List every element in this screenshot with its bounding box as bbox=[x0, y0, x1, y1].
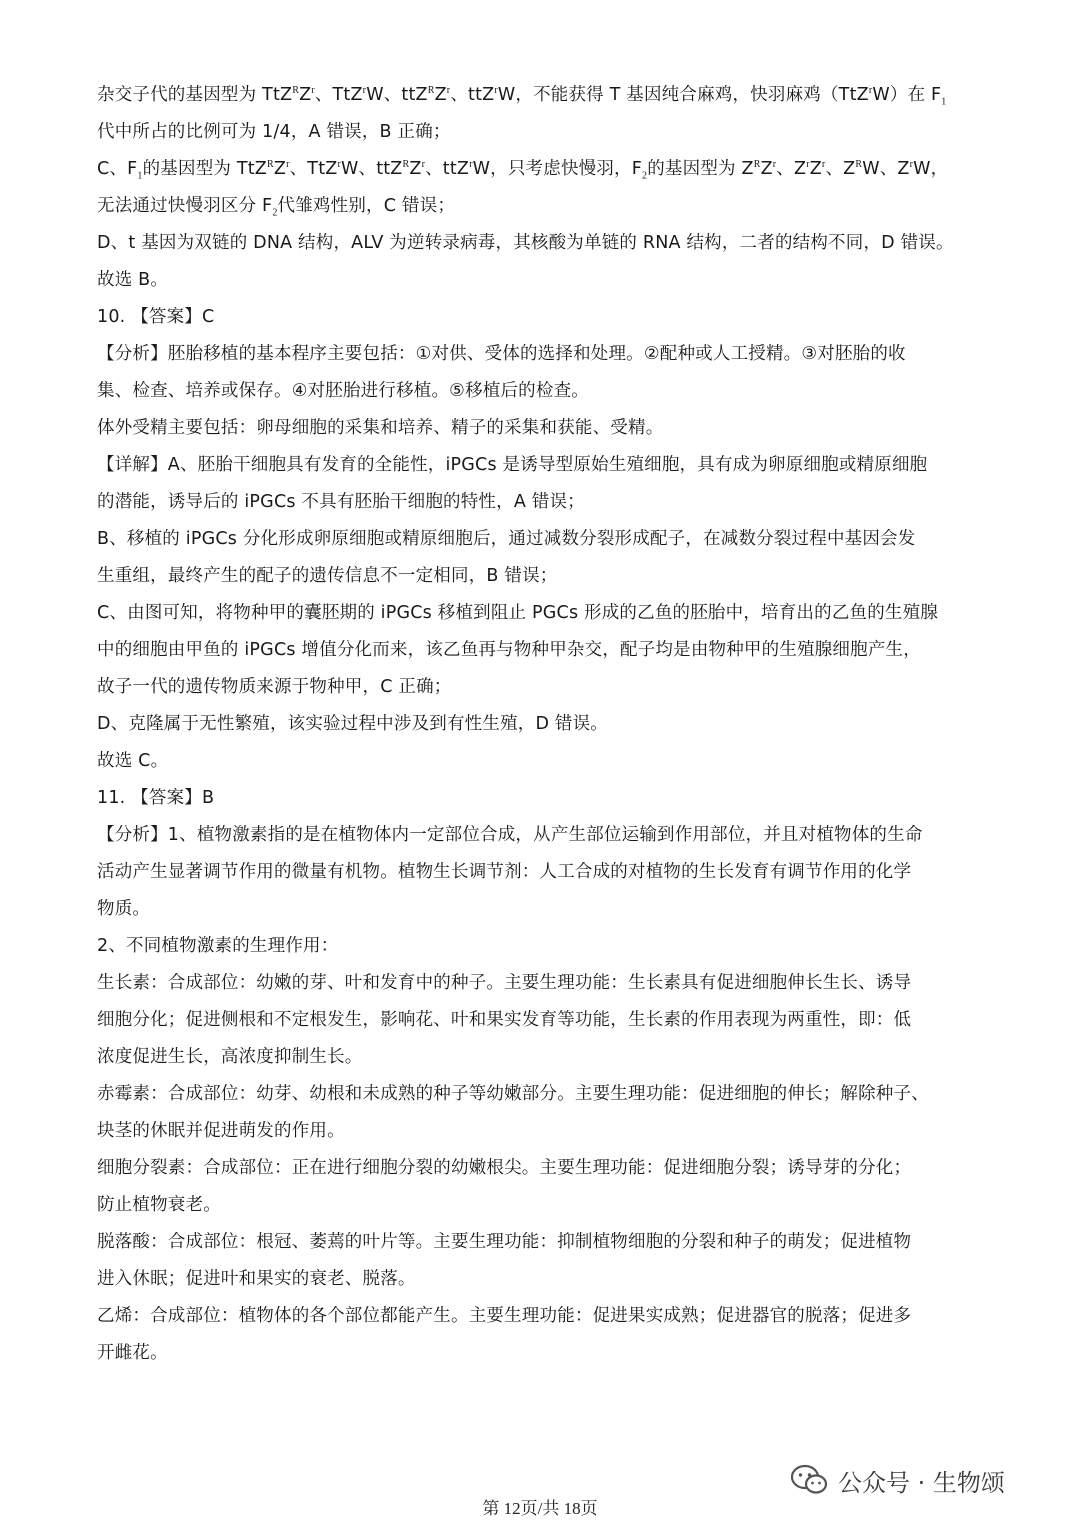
text-line: 细胞分裂素：合成部位：正在进行细胞分裂的幼嫩根尖。主要生理功能：促进细胞分裂；诱导芽的分化； bbox=[97, 1158, 912, 1178]
document-body bbox=[97, 77, 997, 1372]
text-line: 脱落酸：合成部位：根冠、萎蔫的叶片等。主要生理功能：抑制植物细胞的分裂和种子的萌发；促进植物 bbox=[97, 1232, 912, 1252]
text-line: 无法通过快慢羽区分 $F_2$代雏鸡性别，C 错误； bbox=[97, 196, 456, 219]
text-line: 开雌花。 bbox=[97, 1343, 168, 1363]
text-line: 体外受精主要包括：卵母细胞的采集和培养、精子的采集和获能、受精。 bbox=[97, 418, 664, 438]
text-line: 活动产生显著调节作用的微量有机物。植物生长调节剂：人工合成的对植物的生长发育有调节作用的化学 bbox=[97, 862, 912, 882]
text-line: C、$F_1$的基因型为 $TtZ^RZ^r$、TtZ$^r$W、$ttZ^RZ^r$、ttZ$^r$W，只考虑快慢羽，$F_2$的基因型为 $Z^RZ^r$、$Z^rZ^r$、$Z^RW$、$Z^rW$， bbox=[97, 159, 949, 182]
text-line: D、克隆属于无性繁殖，该实验过程中涉及到有性生殖，D 错误。 bbox=[97, 714, 609, 734]
text-line: 故选 B。 bbox=[97, 270, 169, 290]
text-line: 赤霉素：合成部位：幼芽、幼根和未成熟的种子等幼嫩部分。主要生理功能：促进细胞的伸长；解除种子、 bbox=[97, 1084, 929, 1104]
text-line: B、移植的 iPGCs 分化形成卵原细胞或精原细胞后，通过减数分裂形成配子，在减数分裂过程中基因会发 bbox=[97, 529, 916, 549]
text-line: 11. 【答案】B bbox=[97, 788, 215, 808]
page-footer: 第 12页/共 18页 bbox=[482, 1499, 598, 1518]
text-line: 生重组，最终产生的配子的遗传信息不一定相同，B 错误； bbox=[97, 566, 558, 586]
text-line: 防止植物衰老。 bbox=[97, 1195, 221, 1215]
text-line: 细胞分化；促进侧根和不定根发生，影响花、叶和果实发育等功能，生长素的作用表现为两重性，即：低 bbox=[97, 1010, 912, 1030]
text-line: 的潜能，诱导后的 iPGCs 不具有胚胎干细胞的特性，A 错误； bbox=[97, 492, 585, 512]
text-line: 10. 【答案】C bbox=[97, 307, 215, 327]
text-line: 故选 C。 bbox=[97, 751, 169, 771]
text-line: C、由图可知，将物种甲的囊胚期的 iPGCs 移植到阻止 PGCs 形成的乙鱼的胚胎中，培育出的乙鱼的生殖腺 bbox=[97, 603, 939, 623]
wechat-icon bbox=[790, 1464, 828, 1496]
text-line: 杂交子代的基因型为 $TtZ^RZ^r$、TtZ$^r$W、$ttZ^RZ^r$、ttZ$^r$W，不能获得 T 基因纯合麻鸡，快羽麻鸡（TtZ$^r$W）在 $F_1$ bbox=[97, 85, 947, 108]
watermark-text: 公众号 · 生物颂 bbox=[838, 1468, 1005, 1497]
text-line: 集、检查、培养或保存。④对胚胎进行移植。⑤移植后的检查。 bbox=[97, 381, 589, 401]
text-line: 浓度促进生长，高浓度抑制生长。 bbox=[97, 1047, 363, 1067]
text-line: 代中所占的比例可为 1/4，A 错误，B 正确； bbox=[97, 122, 451, 142]
text-line: 【分析】1、植物激素指的是在植物体内一定部位合成，从产生部位运输到作用部位，并且对植物体的生命 bbox=[97, 825, 923, 845]
text-line: 块茎的休眠并促进萌发的作用。 bbox=[97, 1121, 345, 1141]
text-line: D、t 基因为双链的 DNA 结构，ALV 为逆转录病毒，其核酸为单链的 RNA 结构，二者的结构不同，D 错误。 bbox=[97, 233, 954, 253]
text-line: 【分析】胚胎移植的基本程序主要包括：①对供、受体的选择和处理。②配种或人工授精。③对胚胎的收 bbox=[97, 344, 906, 364]
text-line: 中的细胞由甲鱼的 iPGCs 增值分化而来，该乙鱼再与物种甲杂交，配子均是由物种甲的生殖腺细胞产生， bbox=[97, 640, 921, 660]
text-line: 生长素：合成部位：幼嫩的芽、叶和发育中的种子。主要生理功能：生长素具有促进细胞伸长生长、诱导 bbox=[97, 973, 912, 993]
text-line: 【详解】A、胚胎干细胞具有发育的全能性，iPGCs 是诱导型原始生殖细胞，具有成为卵原细胞或精原细胞 bbox=[97, 455, 928, 475]
text-line: 故子一代的遗传物质来源于物种甲，C 正确； bbox=[97, 677, 452, 697]
text-line: 进入休眠；促进叶和果实的衰老、脱落。 bbox=[97, 1269, 416, 1289]
text-line: 乙烯：合成部位：植物体的各个部位都能产生。主要生理功能：促进果实成熟；促进器官的脱落；促进多 bbox=[97, 1306, 912, 1326]
text-line: 物质。 bbox=[97, 899, 151, 919]
text-line: 2、不同植物激素的生理作用： bbox=[97, 936, 339, 956]
